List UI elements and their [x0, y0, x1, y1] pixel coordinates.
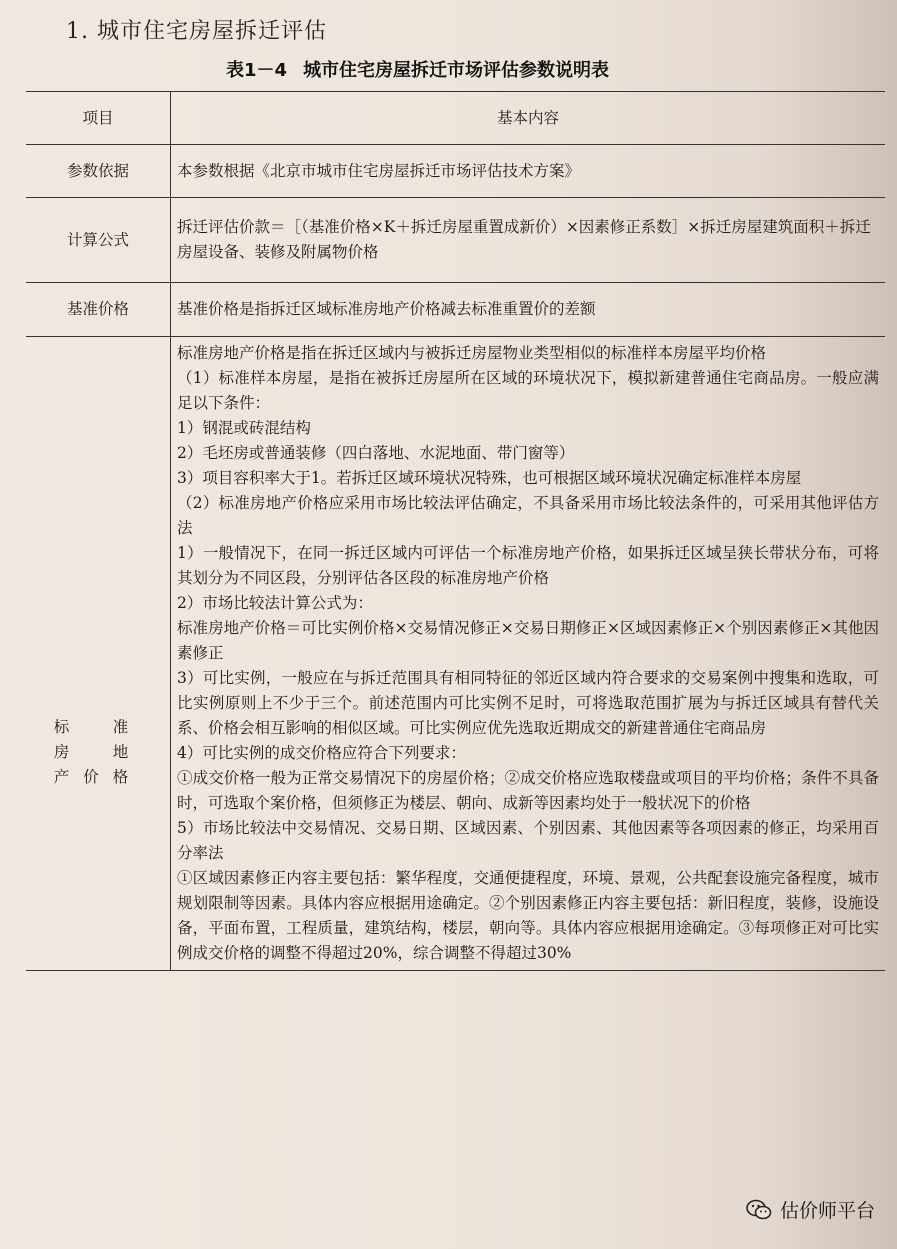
- table-header-row: [26, 92, 885, 145]
- table-name: 城市住宅房屋拆迁市场评估参数说明表: [303, 60, 610, 81]
- table-row-basis: [26, 145, 885, 198]
- paragraph: 3）可比实例，一般应在与拆迁范围具有相同特征的邻近区域内符合要求的交易案例中搜集和选取，可比实例原则上不少于三个。前述范围内可比实例不足时，可将选取范围扩展为与拆迁区域具有替代关系、价格会相互影响的相似区域。可比实例应优先选取近期成交的新建普通住宅商品房: [177, 669, 879, 737]
- paragraph: ①区域因素修正内容主要包括：繁华程度，交通便捷程度，环境、景观，公共配套设施完备程度，城市规划限制等因素。具体内容应根据用途确定。②个别因素修正内容主要包括：新旧程度，装修，设施设备，平面布置，工程质量，建筑结构，楼层，朝向等。具体内容应根据用途确定。③每项修正对可比实例成交价格的调整不得超过20%，综合调整不得超过30%: [177, 869, 879, 962]
- row-content-formula: 拆迁评估价款＝［（基准价格×K＋拆迁房屋重置成新价）×因素修正系数］×拆迁房屋建筑面积＋拆迁房屋设备、装修及附属物价格: [171, 198, 886, 283]
- row-content-base-price: 基准价格是指拆迁区域标准房地产价格减去标准重置价的差额: [171, 283, 886, 337]
- paragraph: ①成交价格一般为正常交易情况下的房屋价格；②成交价格应选取楼盘或项目的平均价格；条件不具备时，可选取个案价格，但须修正为楼层、朝向、成新等因素均处于一般状况下的价格: [177, 769, 879, 812]
- paragraph: （1）标准样本房屋，是指在被拆迁房屋所在区域的环境状况下，模拟新建普通住宅商品房。一般应满足以下条件：: [177, 369, 879, 412]
- row-content-standard-price: [171, 337, 886, 971]
- paragraph: （2）标准房地产价格应采用市场比较法评估确定，不具备采用市场比较法条件的，可采用其他评估方法: [177, 494, 879, 537]
- row-label-standard-price: [26, 337, 171, 971]
- paragraph: 5）市场比较法中交易情况、交易日期、区域因素、个别因素、其他因素等各项因素的修正，均采用百分率法: [177, 819, 879, 862]
- row-content-basis: 本参数根据《北京市城市住宅房屋拆迁市场评估技术方案》: [171, 145, 886, 198]
- paragraph: 2）毛坯房或普通装修（四白落地、水泥地面、带门窗等）: [177, 444, 575, 462]
- parameter-table: [26, 91, 885, 971]
- wechat-icon: [746, 1199, 772, 1221]
- table-row-formula: [26, 198, 885, 283]
- paragraph: 1）钢混或砖混结构: [177, 419, 311, 437]
- header-item: 项目: [26, 92, 171, 145]
- table-number: 表1－4: [226, 60, 288, 81]
- paragraph: 标准房地产价格是指在拆迁区域内与被拆迁房屋物业类型相似的标准样本房屋平均价格: [177, 344, 767, 362]
- section-heading: 1. 城市住宅房屋拆迁评估: [66, 19, 327, 44]
- row-label-basis: 参数依据: [26, 145, 171, 198]
- row-label-formula: 计算公式: [26, 198, 171, 283]
- table-row-base-price: [26, 283, 885, 337]
- paragraph: 1）一般情况下，在同一拆迁区域内可评估一个标准房地产价格，如果拆迁区域呈狭长带状分布，可将其划分为不同区段，分别评估各区段的标准房地产价格: [177, 544, 879, 587]
- paragraph: 标准房地产价格＝可比实例价格×交易情况修正×交易日期修正×区域因素修正×个别因素修正×其他因素修正: [177, 619, 879, 662]
- header-content: 基本内容: [171, 92, 886, 145]
- watermark: [746, 1196, 875, 1223]
- paragraph: 2）市场比较法计算公式为：: [177, 594, 373, 612]
- watermark-text: 估价师平台: [779, 1200, 875, 1222]
- paragraph: 3）项目容积率大于1。若拆迁区域环境状况特殊，也可根据区域环境状况确定标准样本房屋: [177, 469, 802, 487]
- row-label-base-price: 基准价格: [26, 283, 171, 337]
- label-line: 房 地: [53, 743, 143, 761]
- table-row-standard-price: [26, 337, 885, 971]
- label-line: 产价格: [53, 768, 143, 786]
- label-line: 标 准: [53, 718, 143, 736]
- paragraph: 4）可比实例的成交价格应符合下列要求：: [177, 744, 466, 762]
- table-title: [226, 56, 609, 82]
